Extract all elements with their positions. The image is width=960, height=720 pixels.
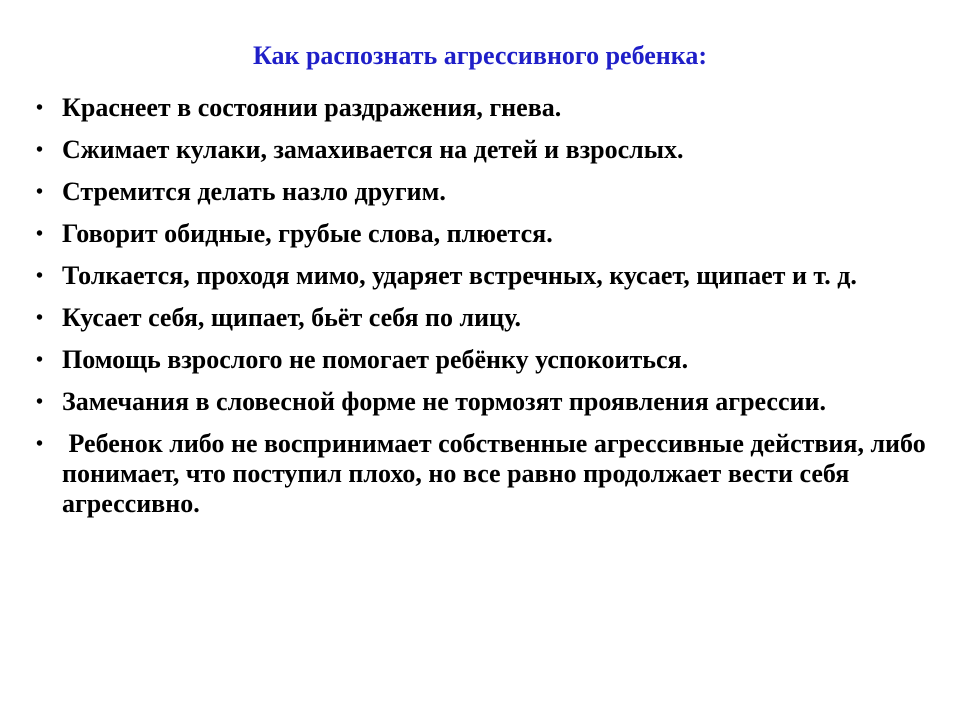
bullet-icon: • (36, 391, 44, 413)
list-item-text: Ребенок либо не воспринимает собственные агрессивные действия, либо понимает, что поступил плохо, но все равно продолжает вести себя агрессивно. (62, 429, 933, 518)
list-item (36, 93, 936, 123)
bullet-icon: • (36, 139, 44, 161)
list-item (36, 345, 936, 375)
bullet-icon: • (36, 307, 44, 329)
list-item-text: Говорит обидные, грубые слова, плюется. (62, 219, 553, 248)
list-item (36, 387, 936, 417)
list-item-text: Краснеет в состоянии раздражения, гнева. (62, 93, 562, 122)
list-item (36, 219, 936, 249)
bullet-icon: • (36, 349, 44, 371)
list-item-text: Помощь взрослого не помогает ребёнку успокоиться. (62, 345, 689, 374)
list-item (36, 261, 936, 291)
list-item-text: Замечания в словесной форме не тормозят проявления агрессии. (62, 387, 826, 416)
bullet-icon: • (36, 181, 44, 203)
list-item-text: Толкается, проходя мимо, ударяет встречных, кусает, щипает и т. д. (62, 261, 857, 290)
bullet-icon: • (36, 223, 44, 245)
list-item-text: Стремится делать назло другим. (62, 177, 446, 206)
bullet-icon: • (36, 97, 44, 119)
list-item (36, 429, 936, 519)
list-item (36, 135, 936, 165)
list-item (36, 177, 936, 207)
list-item-text: Кусает себя, щипает, бьёт себя по лицу. (62, 303, 521, 332)
slide-title: Как распознать агрессивного ребенка: (252, 41, 708, 70)
bullet-icon: • (36, 265, 44, 287)
list-item (36, 303, 936, 333)
list-item-text: Сжимает кулаки, замахивается на детей и взрослых. (62, 135, 684, 164)
bullet-icon: • (36, 433, 44, 455)
bullet-list (36, 93, 936, 531)
